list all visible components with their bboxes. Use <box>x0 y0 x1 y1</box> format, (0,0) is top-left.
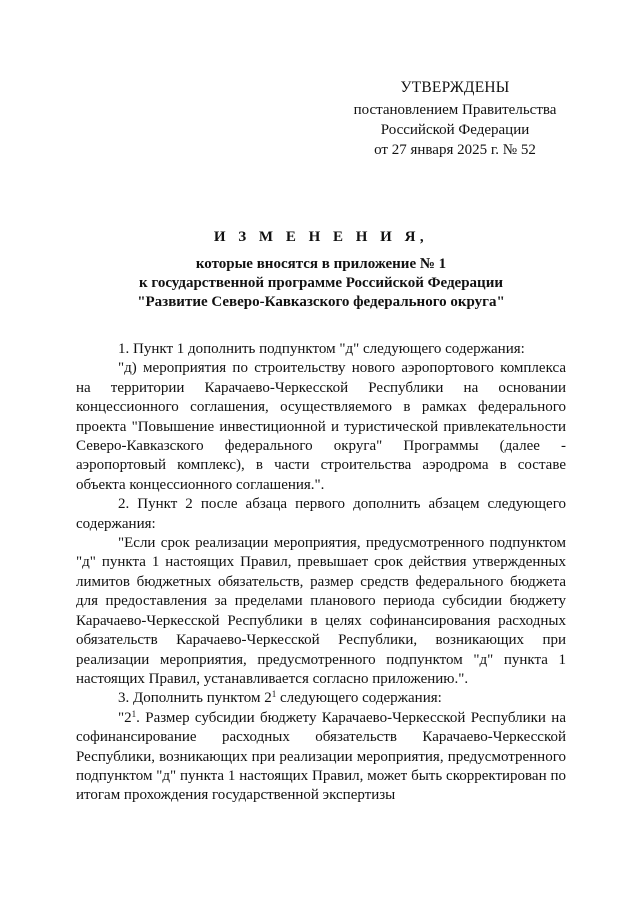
paragraph-5-text-a: 3. Дополнить пунктом 2 <box>118 690 272 707</box>
paragraph-1: 1. Пункт 1 дополнить подпунктом "д" следующего содержания: <box>118 341 525 357</box>
paragraph-6-text-a: "2 <box>118 709 132 726</box>
approval-line: постановлением Правительства <box>353 102 557 118</box>
paragraph-5-text-b: следующего содержания: <box>276 690 442 707</box>
superscript: 1 <box>131 708 137 719</box>
heading-line: которые вносятся в приложение № 1 <box>195 256 447 272</box>
approval-title: УТВЕРЖДЕНЫ <box>400 79 510 96</box>
paragraph-6 <box>76 709 566 806</box>
approval-date: от 27 января 2025 г. № 52 <box>374 142 536 158</box>
paragraph-5 <box>76 689 566 708</box>
document-body <box>76 340 566 806</box>
heading-title: И З М Е Н Е Н И Я, <box>213 229 429 245</box>
document-heading <box>76 227 566 312</box>
paragraph-3: 2. Пункт 2 после абзаца первого дополнить абзацем следующего содержания: <box>76 496 566 532</box>
paragraph-6-text-b: . Размер субсидии бюджету Карачаево-Черкесской Республики на софинансирование расходных обязательств Карачаево-Черкесской Республики, возникающих при реализации мероприятия, предусмотренного подпунктом "д" пункта 1 настоящих Правил, может быть скорректирован по итогам прохождения государственной экспертизы <box>76 709 566 804</box>
approval-line: Российской Федерации <box>380 122 530 138</box>
paragraph-4: "Если срок реализации мероприятия, предусмотренного подпунктом "д" пункта 1 настоящих Правил, превышает срок действия утвержденных лимитов бюджетных обязательств, размер средств федерального бюджета для предоставления за пределами планового периода субсидии бюджету Карачаево-Черкесской Республики в целях софинансирования расходных обязательств Карачаево-Черкесской Республики, возникающих при реализации мероприятия, предусмотренного подпунктом "д" пункта 1 настоящих Правил, устанавливается согласно приложению.". <box>76 535 566 687</box>
heading-line: "Развитие Северо-Кавказского федерального округа" <box>137 294 505 310</box>
paragraph-2: "д) мероприятия по строительству нового аэропортового комплекса на территории Карачаево-Черкесской Республики на основании концессионного соглашения, осуществляемого в рамках федерального проекта "Повышение инвестиционной и туристической привлекательности Северо-Кавказского федерального округа" Программы (далее - аэропортовый комплекс), в части строительства аэродрома в составе объекта концессионного соглашения.". <box>76 360 566 493</box>
approval-block <box>330 78 580 160</box>
superscript: 1 <box>271 689 277 700</box>
heading-line: к государственной программе Российской Федерации <box>139 275 503 291</box>
